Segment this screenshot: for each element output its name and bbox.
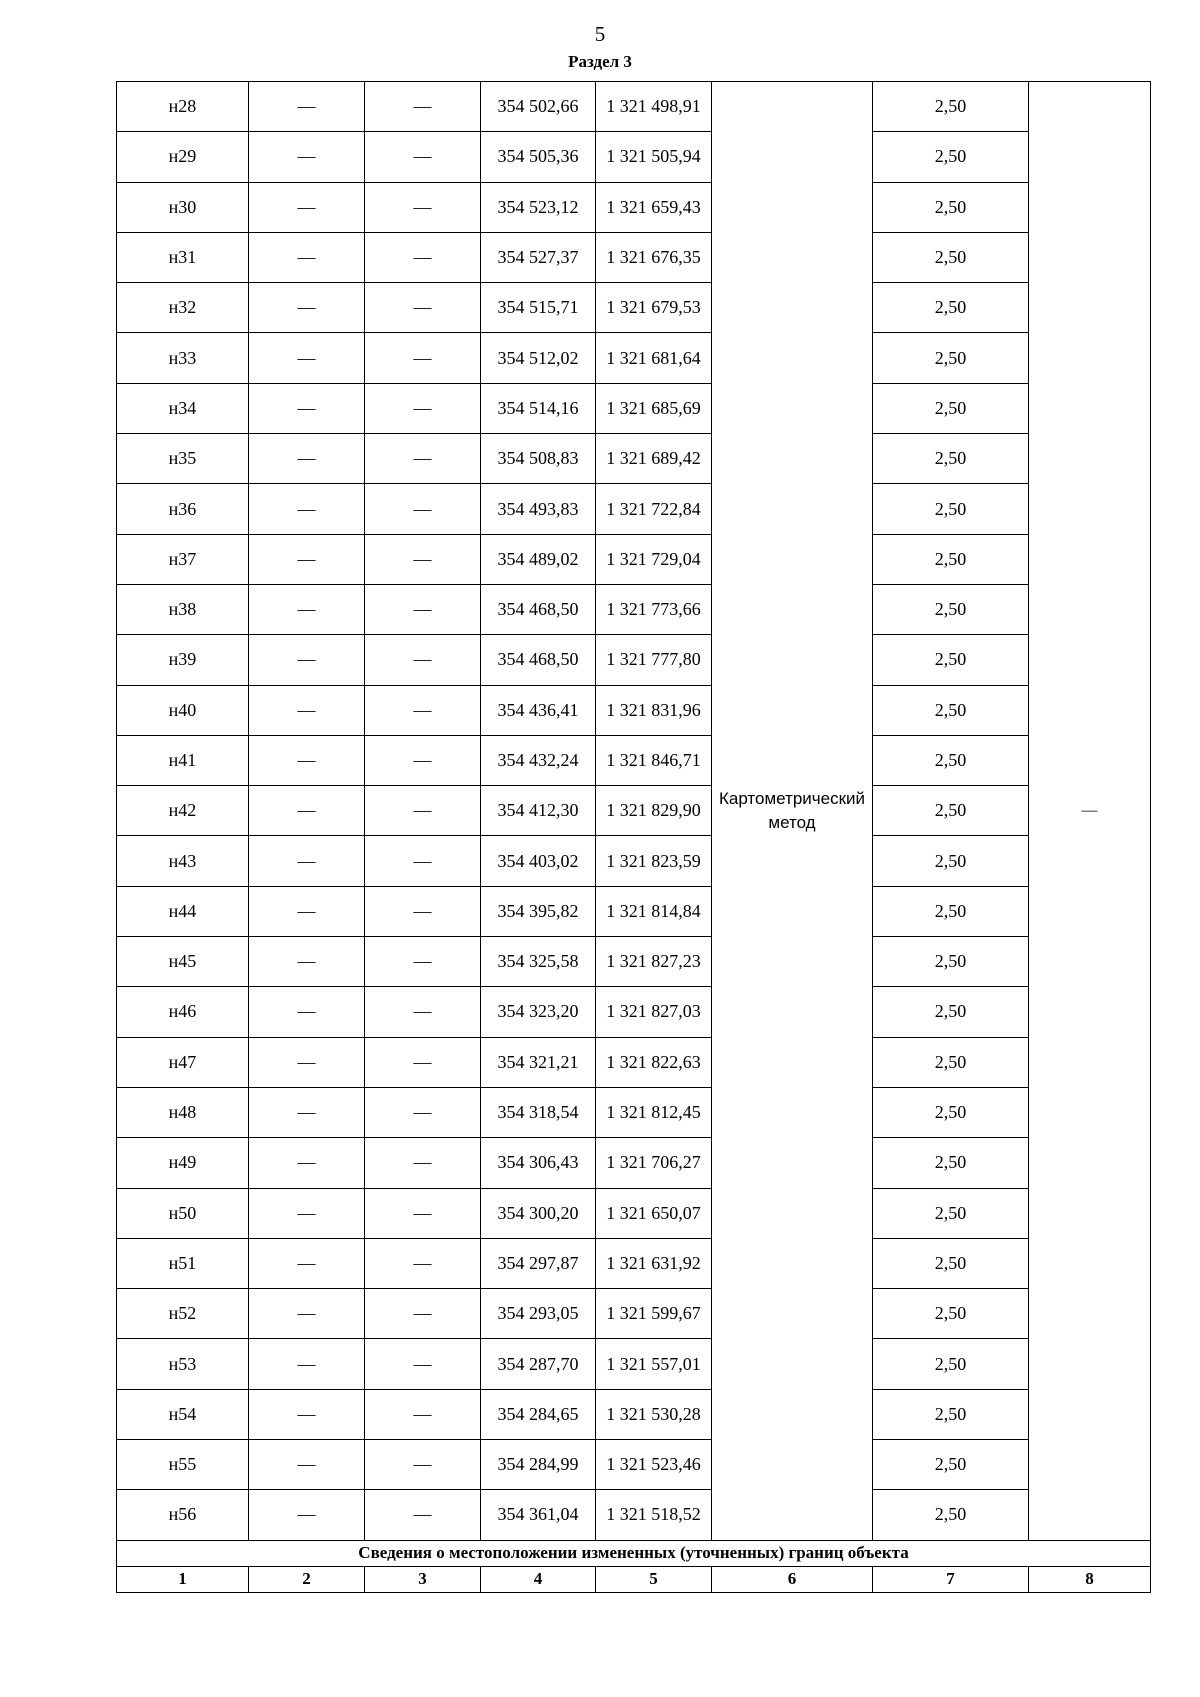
x-coordinate-cell: 354 508,83 <box>481 434 596 484</box>
accuracy-cell: 2,50 <box>873 1037 1029 1087</box>
table-row <box>117 232 1151 282</box>
point-cell: н53 <box>117 1339 249 1389</box>
accuracy-cell: 2,50 <box>873 735 1029 785</box>
point-cell: н30 <box>117 182 249 232</box>
table-row <box>117 635 1151 685</box>
table-row <box>117 82 1151 132</box>
col2-cell: — <box>249 383 365 433</box>
y-coordinate-cell: 1 321 659,43 <box>596 182 712 232</box>
col2-cell: — <box>249 1087 365 1137</box>
col2-cell: — <box>249 937 365 987</box>
accuracy-cell: 2,50 <box>873 635 1029 685</box>
point-cell: н42 <box>117 786 249 836</box>
x-coordinate-cell: 354 489,02 <box>481 534 596 584</box>
point-cell: н50 <box>117 1188 249 1238</box>
col2-cell: — <box>249 1490 365 1540</box>
col3-cell: — <box>365 735 481 785</box>
col3-cell: — <box>365 484 481 534</box>
accuracy-cell: 2,50 <box>873 886 1029 936</box>
x-coordinate-cell: 354 293,05 <box>481 1289 596 1339</box>
table-row <box>117 836 1151 886</box>
x-coordinate-cell: 354 412,30 <box>481 786 596 836</box>
y-coordinate-cell: 1 321 827,23 <box>596 937 712 987</box>
col2-cell: — <box>249 1339 365 1389</box>
accuracy-cell: 2,50 <box>873 232 1029 282</box>
point-cell: н36 <box>117 484 249 534</box>
table-row <box>117 132 1151 182</box>
y-coordinate-cell: 1 321 518,52 <box>596 1490 712 1540</box>
table-row <box>117 534 1151 584</box>
table-row <box>117 735 1151 785</box>
column-number: 7 <box>873 1566 1029 1592</box>
accuracy-cell: 2,50 <box>873 786 1029 836</box>
point-cell: н54 <box>117 1389 249 1439</box>
table-row <box>117 1490 1151 1540</box>
col8-cell: — <box>1029 82 1151 1541</box>
x-coordinate-cell: 354 505,36 <box>481 132 596 182</box>
table-row <box>117 1087 1151 1137</box>
x-coordinate-cell: 354 284,65 <box>481 1389 596 1439</box>
y-coordinate-cell: 1 321 812,45 <box>596 1087 712 1137</box>
x-coordinate-cell: 354 512,02 <box>481 333 596 383</box>
x-coordinate-cell: 354 502,66 <box>481 82 596 132</box>
point-cell: н43 <box>117 836 249 886</box>
col3-cell: — <box>365 1138 481 1188</box>
page-number: 5 <box>594 22 606 46</box>
point-cell: н35 <box>117 434 249 484</box>
accuracy-cell: 2,50 <box>873 283 1029 333</box>
y-coordinate-cell: 1 321 773,66 <box>596 584 712 634</box>
y-coordinate-cell: 1 321 530,28 <box>596 1389 712 1439</box>
x-coordinate-cell: 354 436,41 <box>481 685 596 735</box>
table-row <box>117 584 1151 634</box>
y-coordinate-cell: 1 321 827,03 <box>596 987 712 1037</box>
x-coordinate-cell: 354 300,20 <box>481 1188 596 1238</box>
section-title: Раздел 3 <box>568 52 632 71</box>
col3-cell: — <box>365 584 481 634</box>
col2-cell: — <box>249 685 365 735</box>
accuracy-cell: 2,50 <box>873 132 1029 182</box>
col3-cell: — <box>365 1087 481 1137</box>
col3-cell: — <box>365 937 481 987</box>
col3-cell: — <box>365 434 481 484</box>
col3-cell: — <box>365 886 481 936</box>
table-row <box>117 434 1151 484</box>
table-row <box>117 786 1151 836</box>
col3-cell: — <box>365 182 481 232</box>
y-coordinate-cell: 1 321 777,80 <box>596 635 712 685</box>
col3-cell: — <box>365 82 481 132</box>
accuracy-cell: 2,50 <box>873 484 1029 534</box>
column-number: 6 <box>712 1566 873 1592</box>
table-row <box>117 937 1151 987</box>
x-coordinate-cell: 354 468,50 <box>481 584 596 634</box>
table-row <box>117 1289 1151 1339</box>
col3-cell: — <box>365 987 481 1037</box>
col2-cell: — <box>249 1138 365 1188</box>
point-cell: н46 <box>117 987 249 1037</box>
x-coordinate-cell: 354 287,70 <box>481 1339 596 1389</box>
table-row <box>117 1238 1151 1288</box>
table-row <box>117 484 1151 534</box>
y-coordinate-cell: 1 321 822,63 <box>596 1037 712 1087</box>
col2-cell: — <box>249 1188 365 1238</box>
x-coordinate-cell: 354 523,12 <box>481 182 596 232</box>
column-number: 8 <box>1029 1566 1151 1592</box>
table-row <box>117 1389 1151 1439</box>
col2-cell: — <box>249 1389 365 1439</box>
col2-cell: — <box>249 534 365 584</box>
point-cell: н39 <box>117 635 249 685</box>
table-row <box>117 987 1151 1037</box>
x-coordinate-cell: 354 284,99 <box>481 1440 596 1490</box>
y-coordinate-cell: 1 321 681,64 <box>596 333 712 383</box>
y-coordinate-cell: 1 321 814,84 <box>596 886 712 936</box>
x-coordinate-cell: 354 527,37 <box>481 232 596 282</box>
y-coordinate-cell: 1 321 829,90 <box>596 786 712 836</box>
col2-cell: — <box>249 1440 365 1490</box>
column-number: 3 <box>365 1566 481 1592</box>
col2-cell: — <box>249 232 365 282</box>
col3-cell: — <box>365 1188 481 1238</box>
accuracy-cell: 2,50 <box>873 383 1029 433</box>
accuracy-cell: 2,50 <box>873 333 1029 383</box>
col2-cell: — <box>249 333 365 383</box>
y-coordinate-cell: 1 321 689,42 <box>596 434 712 484</box>
y-coordinate-cell: 1 321 523,46 <box>596 1440 712 1490</box>
col3-cell: — <box>365 1339 481 1389</box>
col2-cell: — <box>249 635 365 685</box>
accuracy-cell: 2,50 <box>873 1289 1029 1339</box>
col3-cell: — <box>365 786 481 836</box>
accuracy-cell: 2,50 <box>873 1138 1029 1188</box>
col3-cell: — <box>365 132 481 182</box>
y-coordinate-cell: 1 321 650,07 <box>596 1188 712 1238</box>
accuracy-cell: 2,50 <box>873 1188 1029 1238</box>
point-cell: н32 <box>117 283 249 333</box>
x-coordinate-cell: 354 515,71 <box>481 283 596 333</box>
point-cell: н52 <box>117 1289 249 1339</box>
col2-cell: — <box>249 584 365 634</box>
point-cell: н49 <box>117 1138 249 1188</box>
point-cell: н29 <box>117 132 249 182</box>
x-coordinate-cell: 354 325,58 <box>481 937 596 987</box>
col3-cell: — <box>365 1037 481 1087</box>
col2-cell: — <box>249 283 365 333</box>
accuracy-cell: 2,50 <box>873 182 1029 232</box>
x-coordinate-cell: 354 323,20 <box>481 987 596 1037</box>
col2-cell: — <box>249 786 365 836</box>
accuracy-cell: 2,50 <box>873 1440 1029 1490</box>
x-coordinate-cell: 354 395,82 <box>481 886 596 936</box>
y-coordinate-cell: 1 321 631,92 <box>596 1238 712 1288</box>
x-coordinate-cell: 354 403,02 <box>481 836 596 886</box>
point-cell: н47 <box>117 1037 249 1087</box>
y-coordinate-cell: 1 321 706,27 <box>596 1138 712 1188</box>
x-coordinate-cell: 354 318,54 <box>481 1087 596 1137</box>
col2-cell: — <box>249 1289 365 1339</box>
point-cell: н37 <box>117 534 249 584</box>
point-cell: н48 <box>117 1087 249 1137</box>
accuracy-cell: 2,50 <box>873 1490 1029 1540</box>
col3-cell: — <box>365 1289 481 1339</box>
point-cell: н38 <box>117 584 249 634</box>
y-coordinate-cell: 1 321 846,71 <box>596 735 712 785</box>
col2-cell: — <box>249 735 365 785</box>
col3-cell: — <box>365 1490 481 1540</box>
point-cell: н41 <box>117 735 249 785</box>
y-coordinate-cell: 1 321 729,04 <box>596 534 712 584</box>
y-coordinate-cell: 1 321 498,91 <box>596 82 712 132</box>
col2-cell: — <box>249 434 365 484</box>
point-cell: н51 <box>117 1238 249 1288</box>
col2-cell: — <box>249 82 365 132</box>
table-row <box>117 1037 1151 1087</box>
col2-cell: — <box>249 1037 365 1087</box>
column-number: 5 <box>596 1566 712 1592</box>
x-coordinate-cell: 354 432,24 <box>481 735 596 785</box>
col2-cell: — <box>249 886 365 936</box>
table-row <box>117 685 1151 735</box>
table-row <box>117 1440 1151 1490</box>
accuracy-cell: 2,50 <box>873 534 1029 584</box>
accuracy-cell: 2,50 <box>873 1087 1029 1137</box>
col3-cell: — <box>365 383 481 433</box>
x-coordinate-cell: 354 306,43 <box>481 1138 596 1188</box>
table-row <box>117 283 1151 333</box>
accuracy-cell: 2,50 <box>873 434 1029 484</box>
x-coordinate-cell: 354 468,50 <box>481 635 596 685</box>
accuracy-cell: 2,50 <box>873 584 1029 634</box>
col3-cell: — <box>365 1238 481 1288</box>
x-coordinate-cell: 354 297,87 <box>481 1238 596 1288</box>
point-cell: н56 <box>117 1490 249 1540</box>
accuracy-cell: 2,50 <box>873 836 1029 886</box>
accuracy-cell: 2,50 <box>873 1339 1029 1389</box>
y-coordinate-cell: 1 321 557,01 <box>596 1339 712 1389</box>
table-row <box>117 333 1151 383</box>
y-coordinate-cell: 1 321 676,35 <box>596 232 712 282</box>
table-row <box>117 1339 1151 1389</box>
col3-cell: — <box>365 1440 481 1490</box>
point-cell: н55 <box>117 1440 249 1490</box>
point-cell: н40 <box>117 685 249 735</box>
y-coordinate-cell: 1 321 831,96 <box>596 685 712 735</box>
point-cell: н45 <box>117 937 249 987</box>
coordinates-table <box>116 81 1151 1593</box>
col3-cell: — <box>365 836 481 886</box>
table-row <box>117 1138 1151 1188</box>
col3-cell: — <box>365 283 481 333</box>
point-cell: н31 <box>117 232 249 282</box>
col2-cell: — <box>249 132 365 182</box>
table-row <box>117 182 1151 232</box>
accuracy-cell: 2,50 <box>873 1389 1029 1439</box>
accuracy-cell: 2,50 <box>873 1238 1029 1288</box>
accuracy-cell: 2,50 <box>873 987 1029 1037</box>
point-cell: н28 <box>117 82 249 132</box>
table-caption: Сведения о местоположении измененных (уточненных) границ объекта <box>117 1540 1151 1566</box>
x-coordinate-cell: 354 321,21 <box>481 1037 596 1087</box>
col2-cell: — <box>249 182 365 232</box>
y-coordinate-cell: 1 321 505,94 <box>596 132 712 182</box>
col3-cell: — <box>365 534 481 584</box>
col2-cell: — <box>249 484 365 534</box>
col3-cell: — <box>365 635 481 685</box>
y-coordinate-cell: 1 321 599,67 <box>596 1289 712 1339</box>
accuracy-cell: 2,50 <box>873 685 1029 735</box>
table-row <box>117 1188 1151 1238</box>
col3-cell: — <box>365 232 481 282</box>
accuracy-cell: 2,50 <box>873 82 1029 132</box>
y-coordinate-cell: 1 321 722,84 <box>596 484 712 534</box>
method-cell: Картометрический метод <box>712 82 873 1541</box>
table-row <box>117 886 1151 936</box>
y-coordinate-cell: 1 321 679,53 <box>596 283 712 333</box>
column-number: 1 <box>117 1566 249 1592</box>
point-cell: н33 <box>117 333 249 383</box>
col2-cell: — <box>249 987 365 1037</box>
point-cell: н34 <box>117 383 249 433</box>
col2-cell: — <box>249 836 365 886</box>
x-coordinate-cell: 354 361,04 <box>481 1490 596 1540</box>
col3-cell: — <box>365 1389 481 1439</box>
col3-cell: — <box>365 685 481 735</box>
accuracy-cell: 2,50 <box>873 937 1029 987</box>
caption-row <box>117 1540 1151 1566</box>
y-coordinate-cell: 1 321 823,59 <box>596 836 712 886</box>
col2-cell: — <box>249 1238 365 1288</box>
column-number: 2 <box>249 1566 365 1592</box>
column-number: 4 <box>481 1566 596 1592</box>
column-numbers-row <box>117 1566 1151 1592</box>
y-coordinate-cell: 1 321 685,69 <box>596 383 712 433</box>
table-row <box>117 383 1151 433</box>
col3-cell: — <box>365 333 481 383</box>
x-coordinate-cell: 354 514,16 <box>481 383 596 433</box>
point-cell: н44 <box>117 886 249 936</box>
x-coordinate-cell: 354 493,83 <box>481 484 596 534</box>
